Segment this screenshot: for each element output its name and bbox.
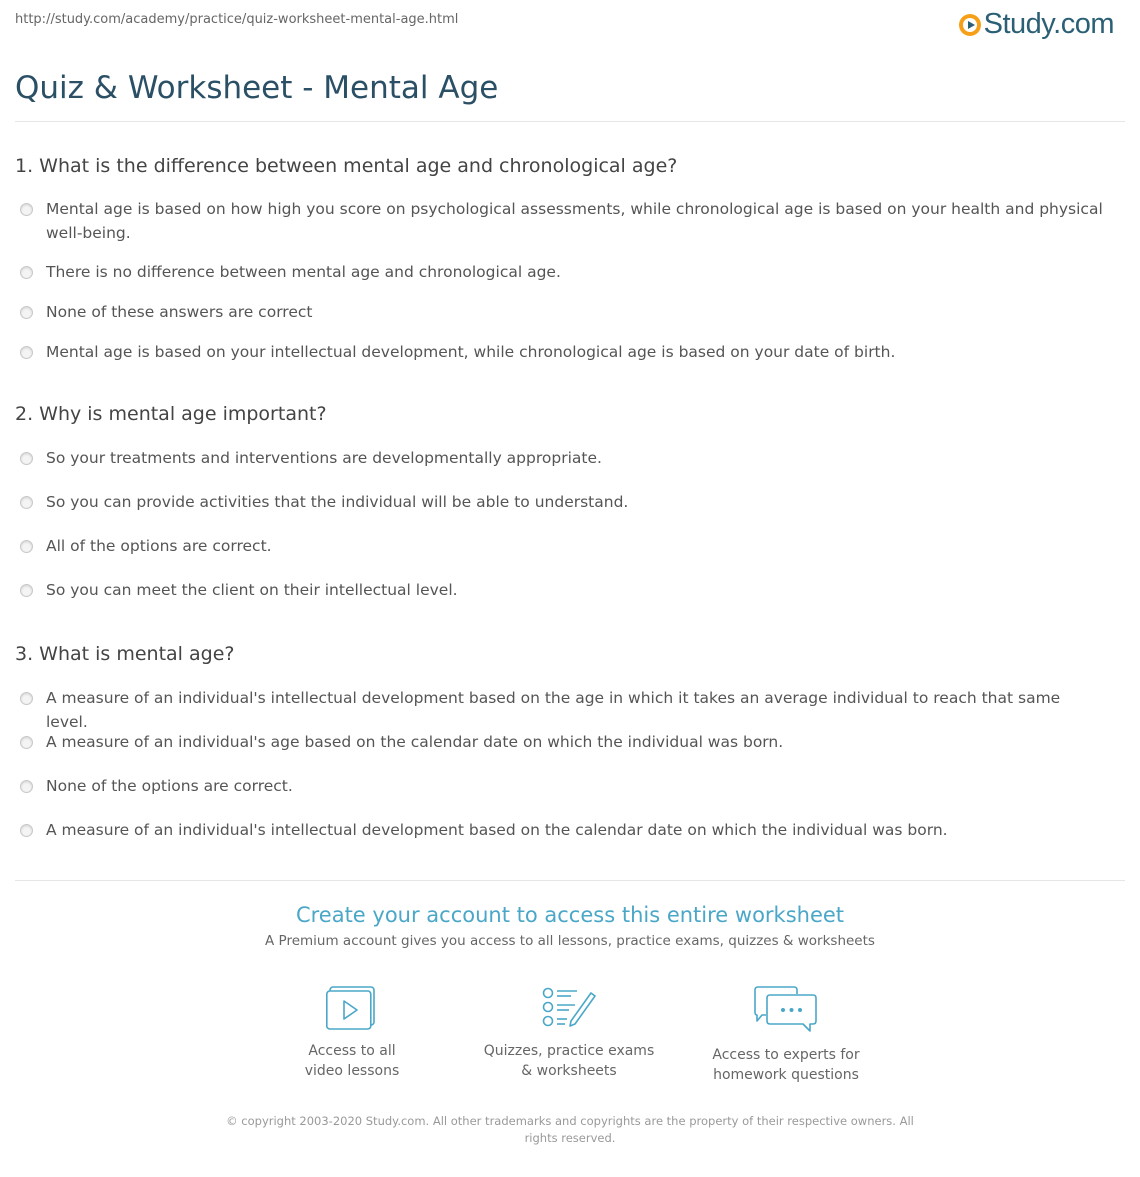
feature-label-line1: Access to all <box>308 1043 396 1059</box>
study-logo[interactable] <box>959 8 1114 41</box>
divider <box>15 121 1125 122</box>
chat-bubbles-icon <box>754 985 818 1035</box>
answer-option[interactable] <box>20 578 1105 602</box>
feature-label-line2: & worksheets <box>521 1063 617 1079</box>
logo-text: Study.com <box>983 8 1114 40</box>
radio-button[interactable] <box>20 736 33 749</box>
radio-button[interactable] <box>20 346 33 359</box>
answer-text: None of the options are correct. <box>46 777 293 795</box>
answer-text: A measure of an individual's intellectual development based on the age in which it takes an average individual to reach that same level. <box>46 689 1061 731</box>
radio-button[interactable] <box>20 540 33 553</box>
radio-button[interactable] <box>20 306 33 319</box>
question-3: 3. What is mental age? <box>15 643 235 665</box>
premium-description: A Premium account gives you access to all lessons, practice exams, quizzes & worksheets <box>265 933 875 949</box>
radio-button[interactable] <box>20 266 33 279</box>
answer-option[interactable] <box>20 446 1105 470</box>
video-lesson-icon <box>326 985 378 1031</box>
answer-text: So you can provide activities that the individual will be able to understand. <box>46 493 629 511</box>
radio-button[interactable] <box>20 824 33 837</box>
divider <box>15 880 1125 881</box>
answer-option[interactable] <box>20 774 1105 798</box>
feature-label-line2: homework questions <box>713 1067 859 1083</box>
radio-button[interactable] <box>20 452 33 465</box>
play-logo-icon <box>959 14 981 36</box>
feature-quizzes <box>469 985 669 1081</box>
answer-text: All of the options are correct. <box>46 537 272 555</box>
page-title: Quiz & Worksheet - Mental Age <box>15 70 499 106</box>
radio-button[interactable] <box>20 496 33 509</box>
answer-text: So your treatments and interventions are developmentally appropriate. <box>46 449 602 467</box>
answer-option[interactable] <box>20 818 1105 842</box>
feature-experts <box>686 985 886 1085</box>
radio-button[interactable] <box>20 780 33 793</box>
feature-label-line1: Quizzes, practice exams <box>483 1043 655 1059</box>
answer-option[interactable] <box>20 490 1105 514</box>
feature-label-line2: video lessons <box>304 1063 400 1079</box>
answer-text: Mental age is based on how high you score on psychological assessments, while chronological age is based on your health and physical well-being. <box>46 200 1103 242</box>
answer-option[interactable] <box>20 340 1105 364</box>
copyright-text: © copyright 2003-2020 Study.com. All other trademarks and copyrights are the property of their respective owners. All rights reserved. <box>226 1114 914 1145</box>
page-url: http://study.com/academy/practice/quiz-worksheet-mental-age.html <box>15 12 459 27</box>
radio-button[interactable] <box>20 203 33 216</box>
feature-label-line1: Access to experts for <box>712 1047 860 1063</box>
answer-text: A measure of an individual's age based on the calendar date on which the individual was born. <box>46 733 784 751</box>
answer-text: So you can meet the client on their intellectual level. <box>46 581 458 599</box>
answer-option[interactable] <box>20 730 1105 754</box>
quiz-checklist-icon <box>541 985 597 1031</box>
answer-text: None of these answers are correct <box>46 303 313 321</box>
answer-option[interactable] <box>20 686 1105 734</box>
answer-option[interactable] <box>20 197 1105 245</box>
question-2: 2. Why is mental age important? <box>15 403 327 425</box>
radio-button[interactable] <box>20 692 33 705</box>
answer-text: Mental age is based on your intellectual development, while chronological age is based on your date of birth. <box>46 343 896 361</box>
answer-text: There is no difference between mental age and chronological age. <box>46 263 561 281</box>
question-1: 1. What is the difference between mental age and chronological age? <box>15 155 678 177</box>
answer-text: A measure of an individual's intellectual development based on the calendar date on which the individual was born. <box>46 821 948 839</box>
answer-option[interactable] <box>20 534 1105 558</box>
feature-video-lessons <box>252 985 452 1081</box>
answer-option[interactable] <box>20 300 1105 324</box>
answer-option[interactable] <box>20 260 1105 284</box>
radio-button[interactable] <box>20 584 33 597</box>
create-account-link[interactable]: Create your account to access this entire worksheet <box>295 903 845 927</box>
